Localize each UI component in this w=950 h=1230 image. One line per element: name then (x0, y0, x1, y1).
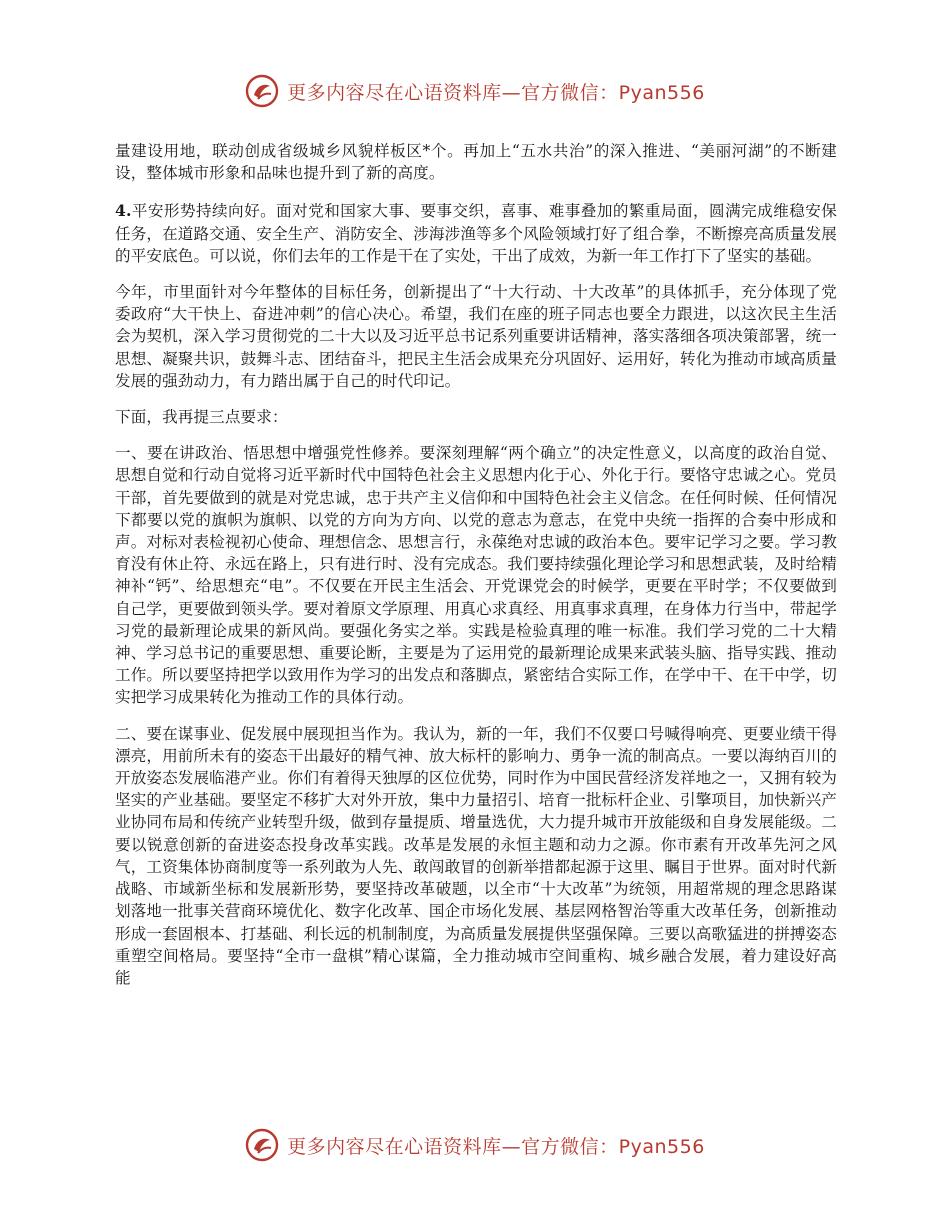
paragraph-4: 下面，我再提三点要求： (115, 408, 288, 427)
watermark-text: 更多内容尽在心语资料库—官方微信：Pyan556 (287, 1135, 705, 1158)
paragraph-1: 量建设用地，联动创成省级城乡风貌样板区*个。再加上“五水共治”的深入推进、“美丽河湖”的不断建设，整体城市形象和品味也提升到了新的高度。 (115, 142, 837, 183)
paragraph-6: 二、要在谋事业、促发展中展现担当作为。我认为，新的一年，我们不仅要口号喊得响亮、更要业绩干得漂亮，用前所未有的姿态干出最好的精气神、放大标杆的影响力、勇争一流的制高点。一要以海纳百川的开放姿态发展临港产业。你们有着得天独厚的区位优势，同时作为中国民营经济发祥地之一，又拥有较为坚实的产业基础。要坚定不移扩大对外开放，集中力量招引、培育一批标杆企业、引擎项目，加快新兴产业协同布局和传统产业转型升级，做到存量提质、增量选优，大力提升城市开放能级和自身发展能级。二要以锐意创新的奋进姿态投身改革实践。改革是发展的永恒主题和动力之源。你市素有开改革先河之风气，工资集体协商制度等一系列敢为人先、敢闯敢冒的创新举措都起源于这里、瞩目于世界。面对时代新战略、市域新坐标和发展新形势，要坚持改革破题，以全市“十大改革”为统领，用超常规的理念思路谋划落地一批事关营商环境优化、数字化改革、国企市场化发展、基层网格智治等重大改革任务，创新推动形成一套固根本、打基础、利长远的机制制度，为高质量发展提供坚强保障。三要以高歌猛进的拼搏姿态重塑空间格局。要坚持“全市一盘棋”精心谋篇，全力推动城市空间重构、城乡融合发展，着力建设好高能 (115, 724, 837, 987)
paragraph-2-text: 平安形势持续向好。面对党和国家大事、要事交织，喜事、难事叠加的繁重局面，圆满完成维稳安保任务，在道路交通、安全生产、消防安全、涉海涉渔等多个风险领域打好了组合拳，不断擦亮高质量发展的平安底色。可以说，你们去年的工作是干在了实处，干出了成效，为新一年工作打下了坚实的基础。 (115, 202, 837, 265)
paragraph-2 (115, 200, 837, 267)
header-watermark-banner (0, 66, 950, 116)
document-body (115, 140, 837, 1003)
watermark-text: 更多内容尽在心语资料库—官方微信：Pyan556 (287, 81, 705, 104)
brand-logo-icon (245, 1128, 279, 1162)
footer-watermark-banner (0, 1120, 950, 1170)
item-number: 4. (115, 201, 132, 221)
brand-logo-icon (245, 74, 279, 108)
paragraph-5: 一、要在讲政治、悟思想中增强党性修养。要深刻理解“两个确立”的决定性意义，以高度的政治自觉、思想自觉和行动自觉将习近平新时代中国特色社会主义思想内化于心、外化于行。要恪守忠诚之心。党员干部，首先要做到的就是对党忠诚，忠于共产主义信仰和中国特色社会主义信念。在任何时候、任何情况下都要以党的旗帜为旗帜、以党的方向为方向、以党的意志为意志，在党中央统一指挥的合奏中形成和声。对标对表检视初心使命、理想信念、思想言行，永葆绝对忠诚的政治本色。要牢记学习之要。学习教育没有休止符、永远在路上，只有进行时、没有完成态。我们要持续强化理论学习和思想武装，及时给精神补“钙”、给思想充“电”。不仅要在开民主生活会、开党课党会的时候学，更要在平时学；不仅要做到自己学，更要做到领头学。要对着原文学原理、用真心求真经、用真事求真理，在身体力行当中，带起学习党的最新理论成果的新风尚。要强化务实之举。实践是检验真理的唯一标准。我们学习党的二十大精神、学习总书记的重要思想、重要论断，主要是为了运用党的最新理论成果来武装头脑、指导实践、推动工作。所以要坚持把学以致用作为学习的出发点和落脚点，紧密结合实际工作，在学中干、在干中学，切实把学习成果转化为推动工作的具体行动。 (115, 444, 837, 707)
paragraph-3: 今年，市里面针对今年整体的目标任务，创新提出了“十大行动、十大改革”的具体抓手，充分体现了党委政府“大干快上、奋进冲刺”的信心决心。希望，我们在座的班子同志也要全力跟进，以这次民主生活会为契机，深入学习贯彻党的二十大以及习近平总书记系列重要讲话精神，落实落细各项决策部署，统一思想、凝聚共识，鼓舞斗志、团结奋斗，把民主生活会成果充分巩固好、运用好，转化为推动市域高质量发展的强劲动力，有力踏出属于自己的时代印记。 (115, 283, 837, 390)
